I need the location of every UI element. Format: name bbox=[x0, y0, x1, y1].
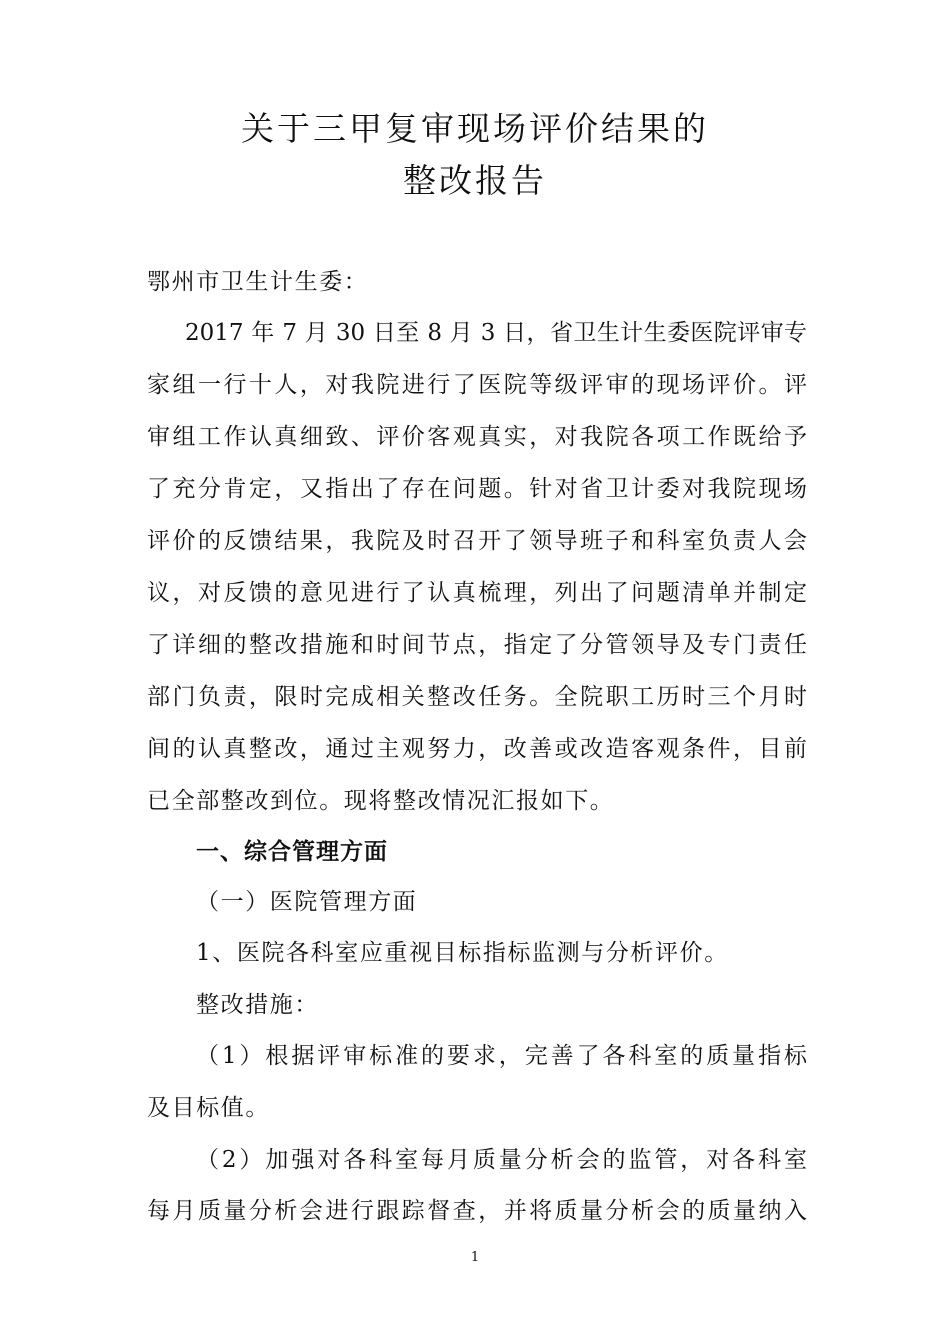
subsection-heading: （一）医院管理方面 bbox=[196, 889, 418, 915]
body-line: 了充分肯定，又指出了存在问题。针对省卫计委对我院现场 bbox=[147, 476, 807, 502]
salutation: 鄂州市卫生计生委： bbox=[147, 269, 369, 295]
body-line: 2017 年 7 月 30 日至 8 月 3 日，省卫生计生委医院评审专 bbox=[185, 320, 807, 346]
measure-1-line: （1）根据评审标准的要求，完善了各科室的质量指标 bbox=[196, 1043, 807, 1069]
measure-2-line: 每月质量分析会进行跟踪督查，并将质量分析会的质量纳入 bbox=[147, 1198, 807, 1224]
report-title-line-1: 关于三甲复审现场评价结果的 bbox=[241, 109, 709, 148]
measure-2-line: （2）加强对各科室每月质量分析会的监管，对各科室 bbox=[196, 1147, 807, 1173]
item-1: 1、医院各科室应重视目标指标监测与分析评价。 bbox=[196, 940, 729, 966]
report-title-line-2: 整改报告 bbox=[403, 161, 547, 200]
measure-1-line: 及目标值。 bbox=[147, 1095, 270, 1121]
body-line: 评价的反馈结果，我院及时召开了领导班子和科室负责人会 bbox=[147, 528, 807, 554]
section-heading: 一、综合管理方面 bbox=[196, 839, 388, 865]
body-line: 审组工作认真细致、评价客观真实，对我院各项工作既给予 bbox=[147, 424, 807, 450]
body-line: 了详细的整改措施和时间节点，指定了分管领导及专门责任 bbox=[147, 632, 807, 658]
body-line: 家组一行十人，对我院进行了医院等级评审的现场评价。评 bbox=[147, 372, 807, 398]
body-line: 间的认真整改，通过主观努力，改善或改造客观条件，目前 bbox=[147, 736, 807, 762]
body-line: 议，对反馈的意见进行了认真梳理，列出了问题清单并制定 bbox=[147, 580, 807, 606]
page-number: 1 bbox=[470, 1250, 480, 1265]
body-line: 已全部整改到位。现将整改情况汇报如下。 bbox=[147, 788, 615, 814]
measures-label: 整改措施： bbox=[196, 992, 319, 1018]
body-line: 部门负责，限时完成相关整改任务。全院职工历时三个月时 bbox=[147, 684, 807, 710]
